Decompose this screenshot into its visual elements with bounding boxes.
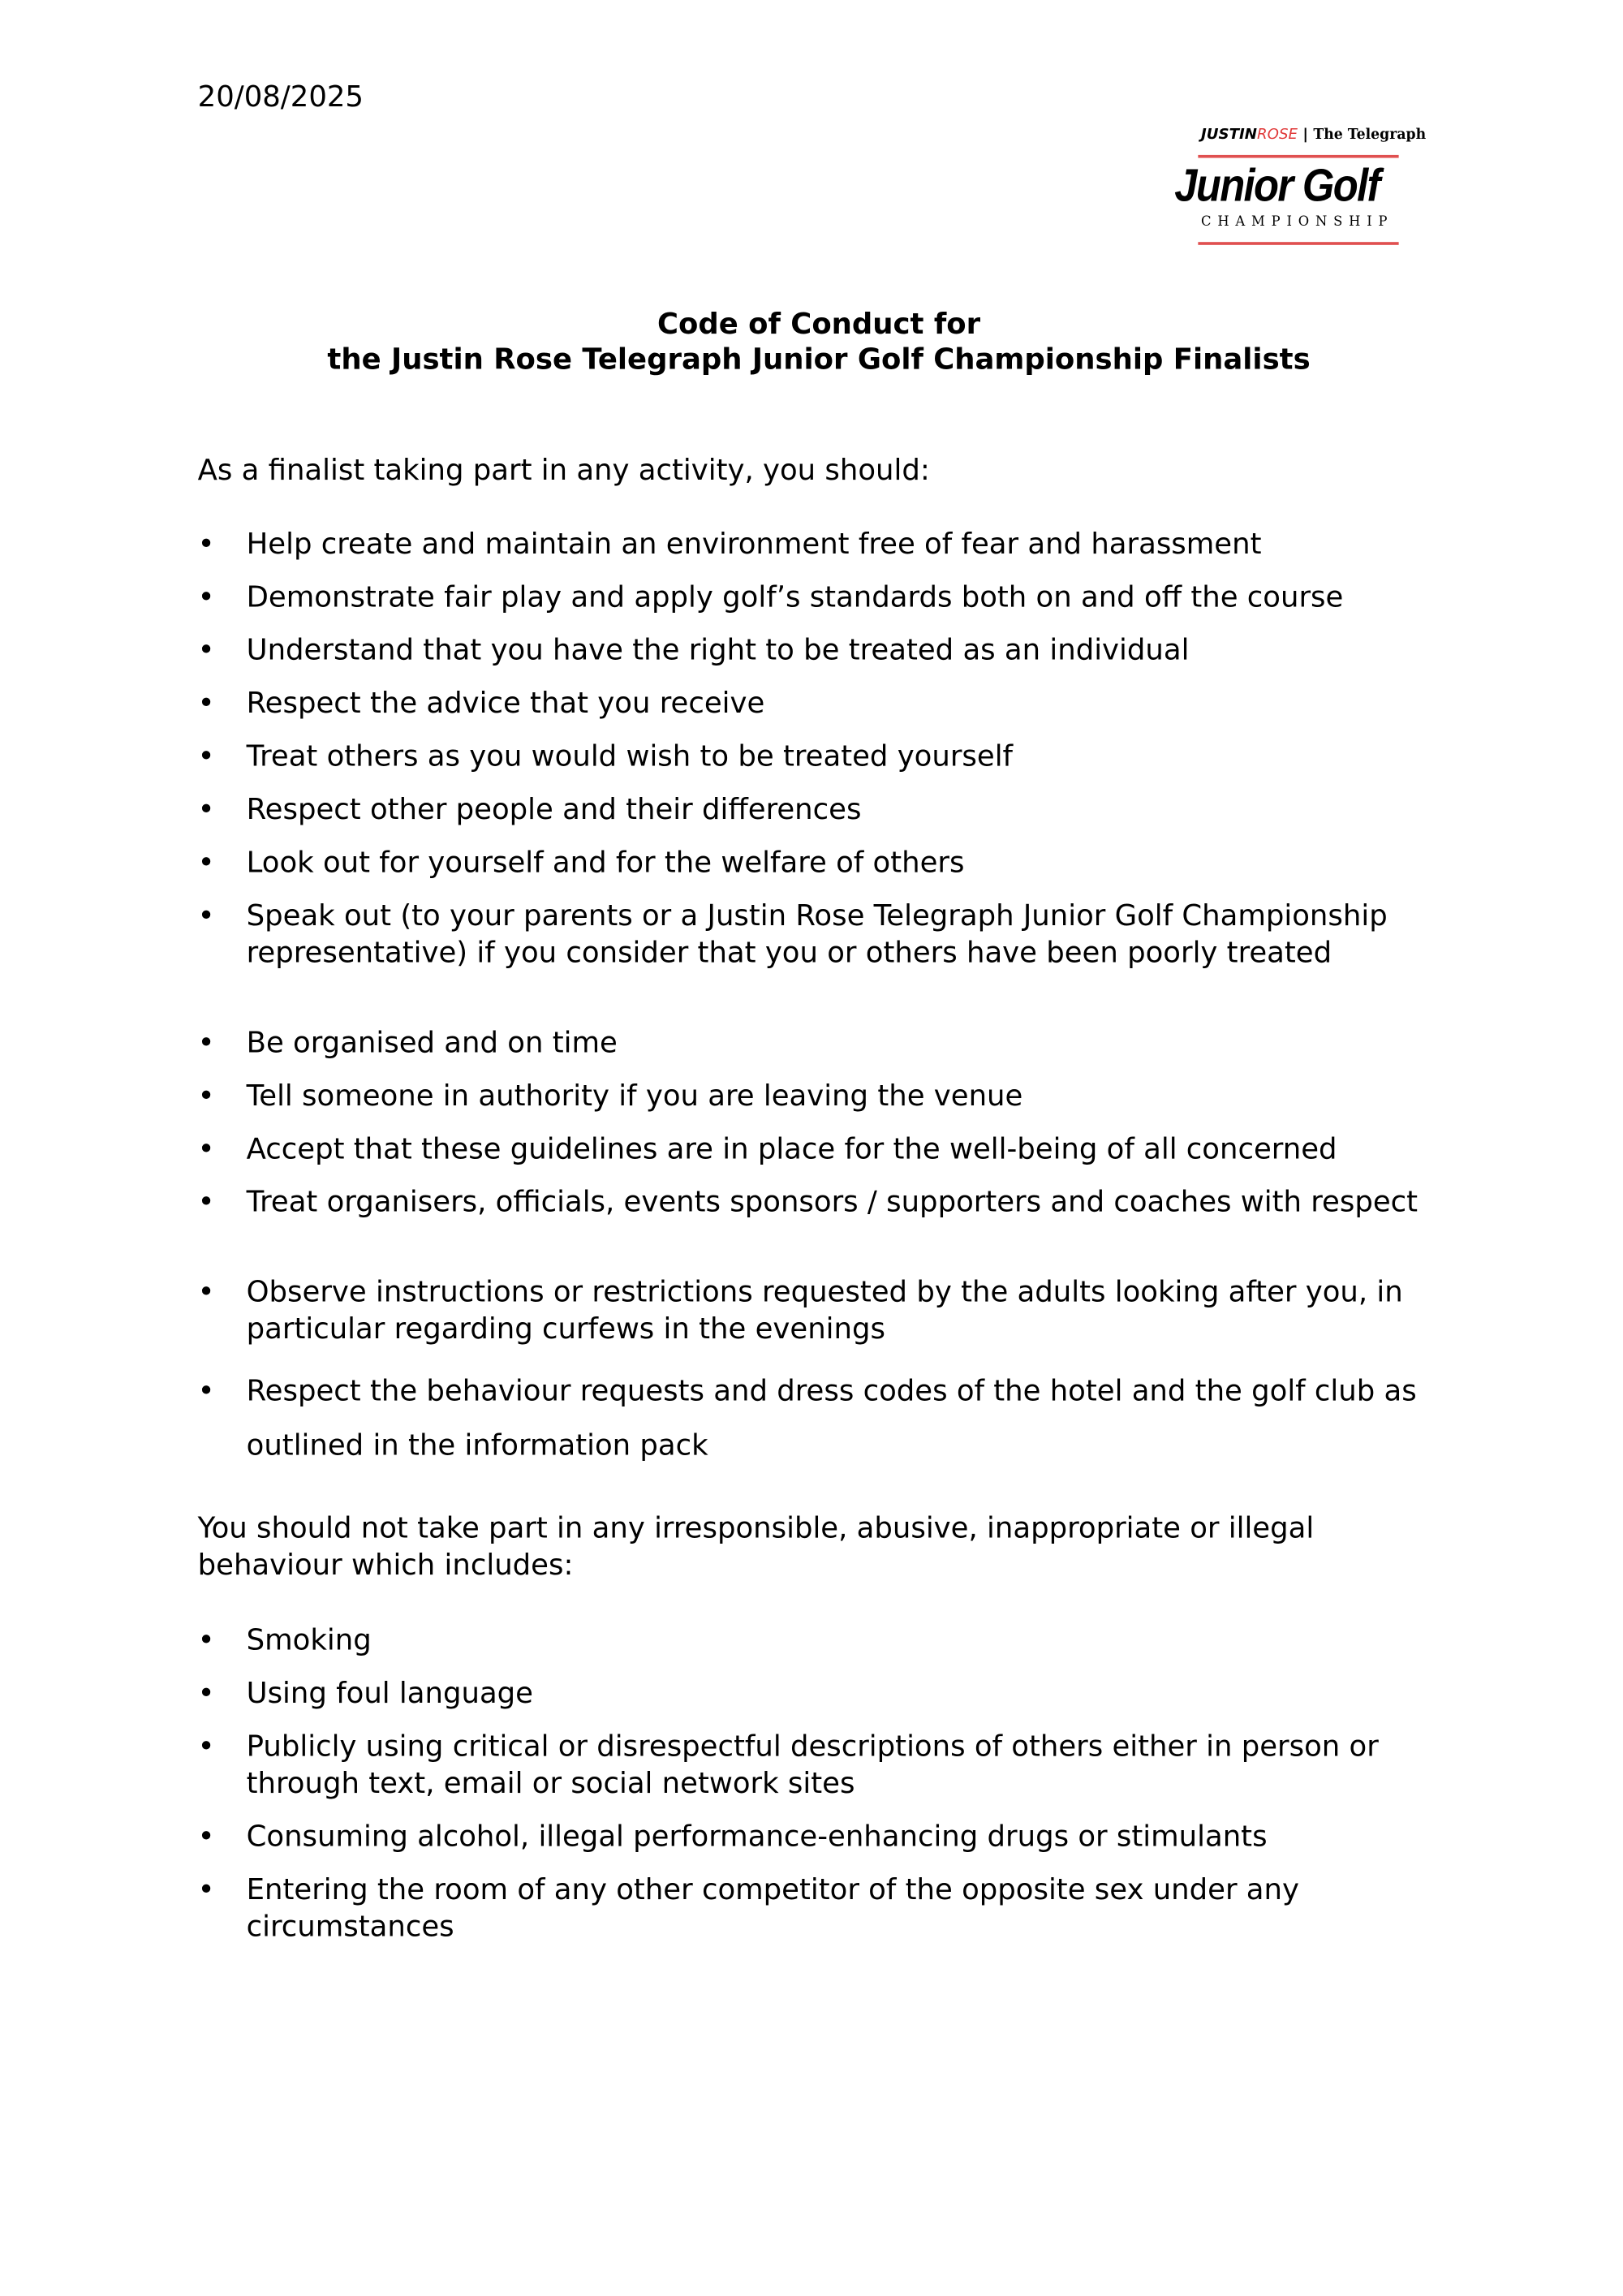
list-item-text: Treat organisers, officials, events sponsors / supporters and coaches with respect <box>246 1184 1419 1219</box>
bullet-icon: • <box>197 632 215 667</box>
bullet-icon: • <box>197 1872 215 1907</box>
bullet-icon: • <box>197 1079 215 1113</box>
list-item-text: Consuming alcohol, illegal performance-enhancing drugs or stimulants <box>246 1819 1268 1854</box>
bullet-icon: • <box>197 1025 215 1060</box>
list-item-text: Publicly using critical or disrespectful descriptions of others either in person or through text, email or social network sites <box>246 1729 1379 1801</box>
list-item <box>198 1818 1467 1854</box>
bullet-icon: • <box>197 792 215 827</box>
list-item-text: Treat others as you would wish to be treated yourself <box>246 739 1014 773</box>
junior-golf-logo: JUSTINROSE | The Telegraph Junior Golf CHAMPIONSHIP <box>1174 124 1422 251</box>
title-line-1: Code of Conduct for <box>657 307 981 341</box>
list-item-text: Observe instructions or restrictions requested by the adults looking after you, in particular regarding curfews in the evenings <box>246 1274 1403 1346</box>
list-item-text: Entering the room of any other competitor of the opposite sex under any circumstances <box>246 1872 1299 1944</box>
list-item-text: Look out for yourself and for the welfare of others <box>246 845 965 880</box>
list-item <box>198 1273 1467 1347</box>
list-item <box>198 1131 1467 1167</box>
list-item-text: Using foul language <box>246 1676 533 1711</box>
bullet-icon: • <box>197 1819 215 1854</box>
list-item <box>198 525 1467 562</box>
bullet-icon: • <box>197 1274 215 1309</box>
title-line-2: the Justin Rose Telegraph Junior Golf Championship Finalists <box>327 342 1311 377</box>
list-item <box>198 579 1467 615</box>
list-item <box>198 685 1467 722</box>
list-item-text: Be organised and on time <box>246 1025 618 1060</box>
list-item <box>198 1024 1467 1061</box>
bullet-icon: • <box>197 1131 215 1166</box>
list-item <box>198 631 1467 668</box>
bullet-icon: • <box>197 579 215 614</box>
list-item-text: Respect the behaviour requests and dress codes of the hotel and the golf club as outlined in the information pack <box>246 1373 1417 1462</box>
intro-text: As a finalist taking part in any activity, you should: <box>197 453 930 487</box>
list-item <box>198 1728 1467 1802</box>
list-item-text: Smoking <box>246 1622 372 1657</box>
list-item <box>198 1183 1467 1220</box>
list-item <box>198 1871 1467 1945</box>
list-item <box>198 1622 1467 1658</box>
intro2-text: You should not take part in any irresponsible, abusive, inappropriate or illegal behaviour which includes: <box>197 1510 1315 1583</box>
bullet-icon: • <box>197 1729 215 1764</box>
bullet-icon: • <box>197 898 215 933</box>
list-item <box>198 1363 1467 1473</box>
bullet-icon: • <box>197 686 215 721</box>
bullet-icon: • <box>197 1622 215 1657</box>
list-item-text: Help create and maintain an environment free of fear and harassment <box>246 527 1262 561</box>
list-item <box>198 897 1467 971</box>
bullet-icon: • <box>197 1676 215 1711</box>
list-item <box>198 791 1467 828</box>
document-date: 20/08/2025 <box>197 80 364 114</box>
bullet-icon: • <box>197 845 215 880</box>
list-item <box>198 844 1467 881</box>
bullet-icon: • <box>197 527 215 561</box>
list-item-text: Accept that these guidelines are in place for the well-being of all concerned <box>246 1131 1337 1166</box>
bullet-icon: • <box>197 739 215 773</box>
list-item-text: Demonstrate fair play and apply golf’s standards both on and off the course <box>246 579 1344 614</box>
list-item-text: Speak out (to your parents or a Justin Rose Telegraph Junior Golf Championship representative) if you consider that you or others have been poorly treated <box>246 898 1388 970</box>
list-item-text: Respect other people and their differences <box>246 792 862 827</box>
bullet-icon: • <box>197 1373 215 1408</box>
list-item <box>198 1077 1467 1114</box>
list-item-text: Respect the advice that you receive <box>246 686 765 721</box>
list-item <box>198 1675 1467 1712</box>
list-item-text: Tell someone in authority if you are leaving the venue <box>246 1079 1023 1113</box>
list-item-text: Understand that you have the right to be treated as an individual <box>246 632 1190 667</box>
list-item <box>198 738 1467 774</box>
bullet-icon: • <box>197 1184 215 1219</box>
